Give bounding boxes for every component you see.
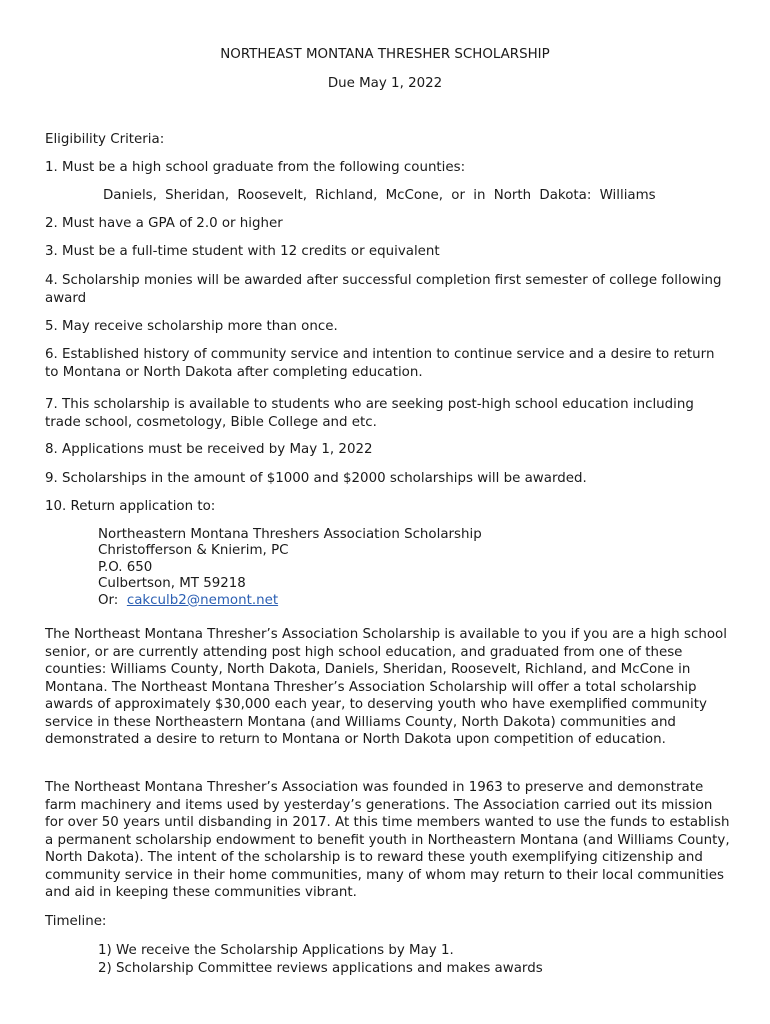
criterion-3: 3. Must be a full-time student with 12 credits or equivalent: [45, 244, 440, 259]
mailing-address: [98, 527, 482, 609]
criterion-6: 6. Established history of community service and intention to continue service and a desire to return to Montana or North Dakota after completing education.: [45, 347, 715, 380]
criterion-5: 5. May receive scholarship more than once.: [45, 319, 338, 334]
address-line-3: P.O. 650: [98, 559, 153, 575]
paragraph-association-history: The Northeast Montana Thresher’s Association was founded in 1963 to preserve and demonstrate farm machinery and items used by yesterday’s generations. The Association carried out its mission for over 50 years until disbanding in 2017. At this time members wanted to use the funds to establish a permanent scholarship endowment to benefit youth in Northeastern Montana (and Williams County, North Dakota). The intent of the scholarship is to reward these youth exemplifying citizenship and community service in their home communities, many of whom may return to their local communities and aid in keeping these communities vibrant.: [45, 780, 730, 900]
or-label: Or:: [98, 592, 119, 608]
criterion-1: 1. Must be a high school graduate from the following counties:: [45, 160, 466, 175]
criterion-2: 2. Must have a GPA of 2.0 or higher: [45, 216, 283, 231]
timeline-item-1: 1) We receive the Scholarship Applications by May 1.: [98, 943, 454, 958]
criterion-4: 4. Scholarship monies will be awarded after successful completion first semester of college following award: [45, 273, 722, 306]
criterion-10: 10. Return application to:: [45, 499, 216, 514]
criterion-9: 9. Scholarships in the amount of $1000 and $2000 scholarships will be awarded.: [45, 471, 587, 486]
eligibility-heading: Eligibility Criteria:: [45, 132, 165, 147]
timeline-item-2: 2) Scholarship Committee reviews applications and makes awards: [98, 961, 543, 976]
criterion-8: 8. Applications must be received by May 1, 2022: [45, 442, 373, 457]
due-date: Due May 1, 2022: [327, 76, 443, 91]
address-email-row: [98, 593, 482, 609]
timeline-list: [98, 942, 543, 978]
county-list: Daniels, Sheridan, Roosevelt, Richland, McCone, or in North Dakota: Williams: [103, 188, 656, 203]
email-link[interactable]: cakculb2@nemont.net: [126, 592, 279, 608]
paragraph-scholarship-description: The Northeast Montana Thresher’s Association Scholarship is available to you if you are a high school senior, or are currently attending post high school education, and graduated from one of these counties: Williams County, North Dakota, Daniels, Sheridan, Roosevelt, Richland, and McCone in Montana. The Northeast Montana Thresher’s Association Scholarship will offer a total scholarship awards of approximately $30,000 each year, to deserving youth who have exemplified community service in these Northeastern Montana (and Williams County, North Dakota) communities and demonstrated a desire to return to Montana or North Dakota upon competition of education.: [45, 627, 727, 747]
address-line-2: Christofferson & Knierim, PC: [98, 543, 289, 559]
address-line-4: Culbertson, MT 59218: [98, 576, 246, 592]
address-line-1: Northeastern Montana Threshers Association Scholarship: [98, 527, 482, 542]
document-title: NORTHEAST MONTANA THRESHER SCHOLARSHIP: [220, 47, 550, 62]
criterion-7: 7. This scholarship is available to students who are seeking post-high school education including trade school, cosmetology, Bible College and etc.: [45, 397, 694, 430]
timeline-heading: Timeline:: [45, 914, 107, 929]
